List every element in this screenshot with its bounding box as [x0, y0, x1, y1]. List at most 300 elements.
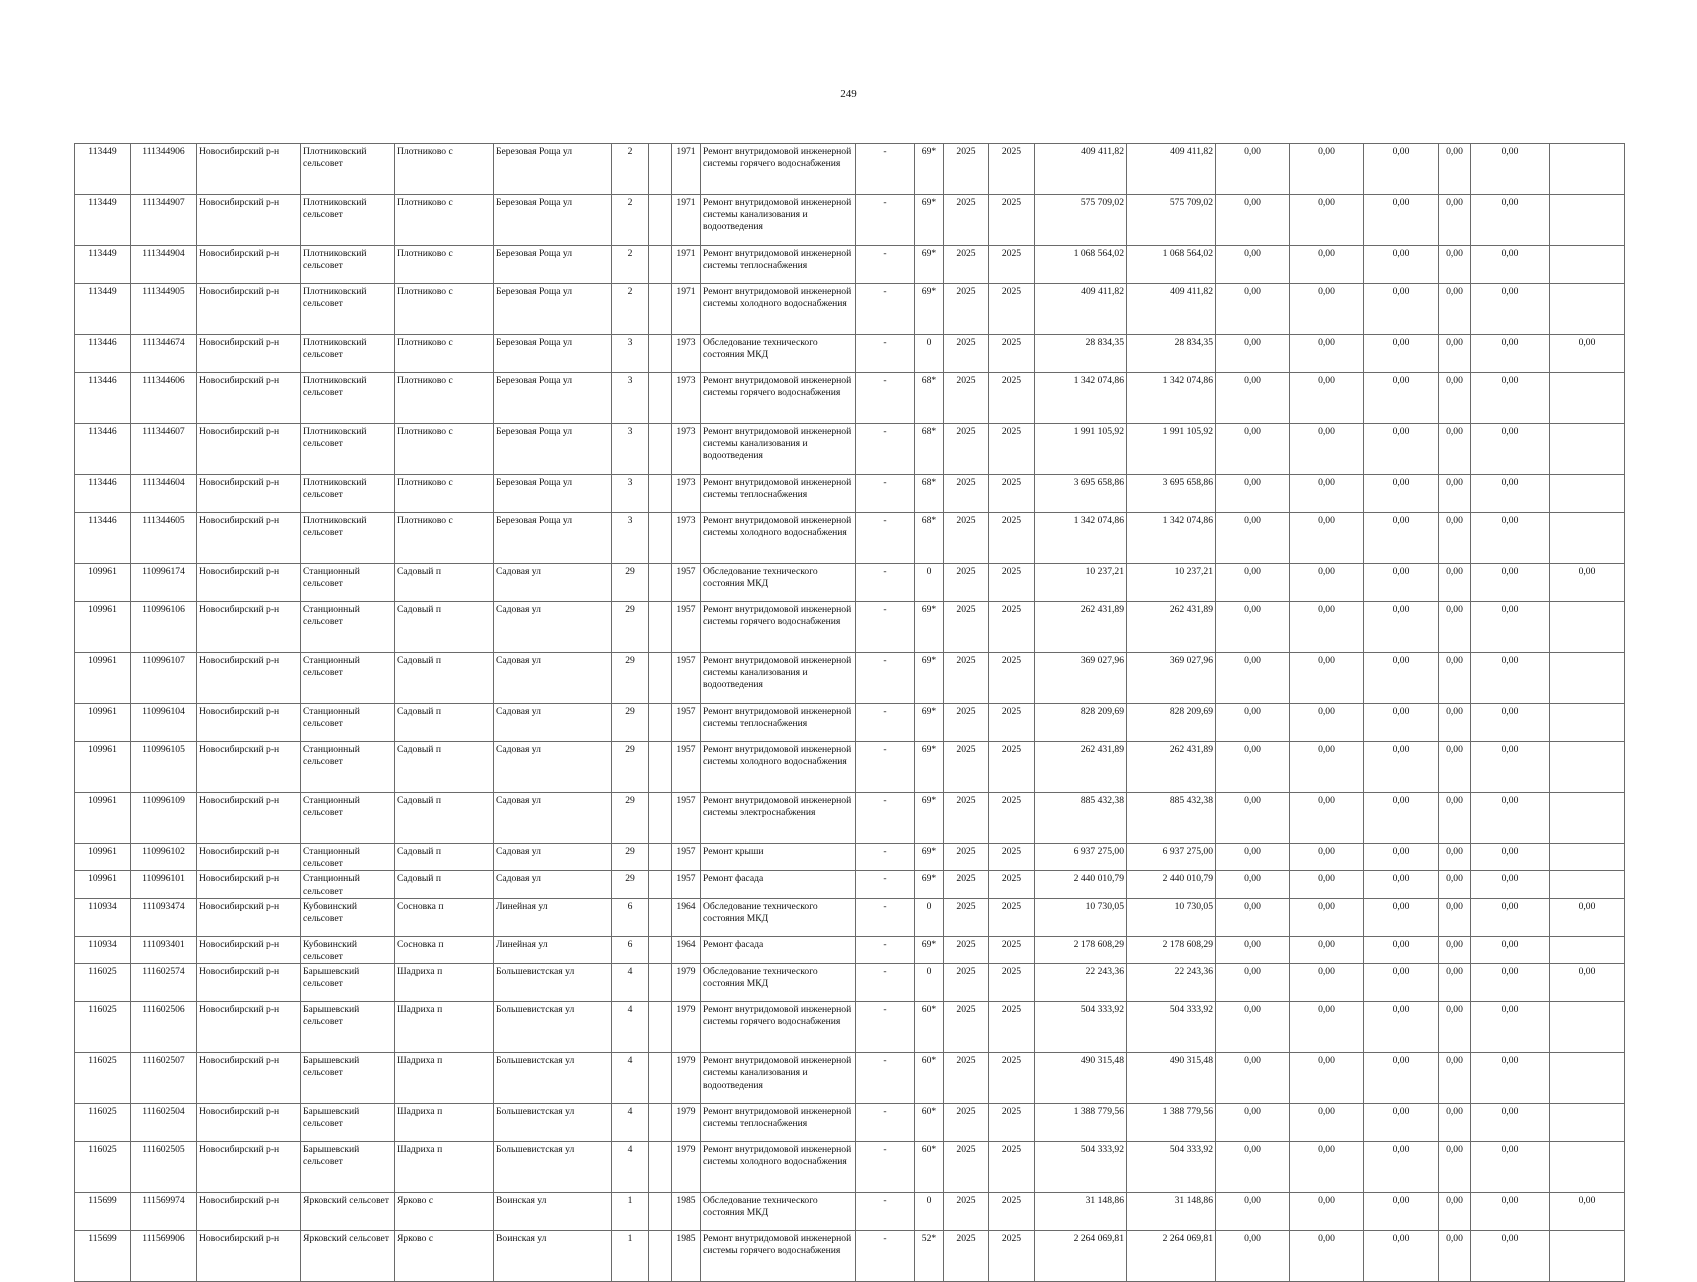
amount-cell: 0,00 — [1290, 144, 1364, 195]
work-type-cell: Ремонт внутридомовой инженерной системы холодного водоснабжения — [701, 1142, 856, 1193]
total-cost-cell: 6 937 275,00 — [1035, 844, 1127, 871]
amount-cell: 0,00 — [1364, 284, 1439, 335]
total-cost-cell: 504 333,92 — [1035, 1142, 1127, 1193]
amount-cell: 0,00 — [1439, 1053, 1471, 1104]
house-code-cell: 109961 — [75, 742, 131, 793]
fund-cost-cell: 369 027,96 — [1127, 653, 1216, 704]
amount-cell: 0,00 — [1471, 284, 1550, 335]
year-to-cell: 2025 — [989, 1104, 1035, 1142]
amount-cell: 0,00 — [1364, 793, 1439, 844]
year-from-cell: 2025 — [944, 475, 989, 513]
year-built-cell: 1973 — [672, 424, 701, 475]
year-built-cell: 1964 — [672, 898, 701, 936]
amount-cell: 0,00 — [1471, 373, 1550, 424]
house-code-cell: 113446 — [75, 373, 131, 424]
wear-percent-cell: 52* — [915, 1231, 944, 1282]
capital-repair-table — [74, 143, 1625, 1282]
dash-cell: - — [856, 373, 915, 424]
amount-cell: 0,00 — [1364, 513, 1439, 564]
survey-amount-cell — [1550, 1231, 1625, 1282]
year-to-cell: 2025 — [989, 424, 1035, 475]
settlement-council-cell: Ярковский сельсовет — [301, 1231, 395, 1282]
work-code-cell: 111344905 — [131, 284, 197, 335]
amount-cell: 0,00 — [1439, 284, 1471, 335]
work-type-cell: Ремонт внутридомовой инженерной системы горячего водоснабжения — [701, 1002, 856, 1053]
house-number-cell: 3 — [612, 373, 649, 424]
year-to-cell: 2025 — [989, 936, 1035, 963]
fund-cost-cell: 1 991 105,92 — [1127, 424, 1216, 475]
survey-amount-cell — [1550, 602, 1625, 653]
table-row — [75, 335, 1625, 373]
amount-cell: 0,00 — [1290, 1002, 1364, 1053]
amount-cell: 0,00 — [1439, 513, 1471, 564]
house-code-cell: 116025 — [75, 1053, 131, 1104]
year-built-cell: 1973 — [672, 373, 701, 424]
wear-percent-cell: 69* — [915, 602, 944, 653]
year-built-cell: 1979 — [672, 1142, 701, 1193]
year-to-cell: 2025 — [989, 144, 1035, 195]
amount-cell: 0,00 — [1364, 424, 1439, 475]
locality-cell: Шадриха п — [395, 964, 494, 1002]
amount-cell: 0,00 — [1439, 1002, 1471, 1053]
amount-cell: 0,00 — [1439, 1193, 1471, 1231]
work-code-cell: 111344906 — [131, 144, 197, 195]
table-row — [75, 704, 1625, 742]
total-cost-cell: 262 431,89 — [1035, 602, 1127, 653]
fund-cost-cell: 10 237,21 — [1127, 564, 1216, 602]
district-cell: Новосибирский р-н — [197, 424, 301, 475]
locality-cell: Плотниково с — [395, 335, 494, 373]
amount-cell: 0,00 — [1364, 602, 1439, 653]
locality-cell: Плотниково с — [395, 475, 494, 513]
locality-cell: Шадриха п — [395, 1053, 494, 1104]
year-from-cell: 2025 — [944, 1104, 989, 1142]
house-number-cell: 29 — [612, 844, 649, 871]
amount-cell: 0,00 — [1364, 1193, 1439, 1231]
work-code-cell: 110996109 — [131, 793, 197, 844]
street-cell: Садовая ул — [494, 793, 612, 844]
house-code-cell: 113446 — [75, 335, 131, 373]
total-cost-cell: 504 333,92 — [1035, 1002, 1127, 1053]
wear-percent-cell: 60* — [915, 1002, 944, 1053]
amount-cell: 0,00 — [1364, 898, 1439, 936]
amount-cell: 0,00 — [1290, 936, 1364, 963]
wear-percent-cell: 69* — [915, 284, 944, 335]
street-cell: Березовая Роща ул — [494, 335, 612, 373]
house-code-cell: 113446 — [75, 424, 131, 475]
amount-cell: 0,00 — [1364, 475, 1439, 513]
settlement-council-cell: Станционный сельсовет — [301, 844, 395, 871]
table-row — [75, 513, 1625, 564]
fund-cost-cell: 262 431,89 — [1127, 602, 1216, 653]
building-cell — [649, 898, 672, 936]
wear-percent-cell: 0 — [915, 1193, 944, 1231]
amount-cell: 0,00 — [1471, 195, 1550, 246]
year-from-cell: 2025 — [944, 1142, 989, 1193]
street-cell: Линейная ул — [494, 898, 612, 936]
amount-cell: 0,00 — [1364, 844, 1439, 871]
year-built-cell: 1973 — [672, 513, 701, 564]
amount-cell: 0,00 — [1439, 195, 1471, 246]
total-cost-cell: 31 148,86 — [1035, 1193, 1127, 1231]
amount-cell: 0,00 — [1364, 1231, 1439, 1282]
year-built-cell: 1985 — [672, 1231, 701, 1282]
table-row — [75, 898, 1625, 936]
street-cell: Березовая Роща ул — [494, 475, 612, 513]
survey-amount-cell — [1550, 1142, 1625, 1193]
total-cost-cell: 2 178 608,29 — [1035, 936, 1127, 963]
work-type-cell: Ремонт внутридомовой инженерной системы холодного водоснабжения — [701, 742, 856, 793]
amount-cell: 0,00 — [1471, 964, 1550, 1002]
district-cell: Новосибирский р-н — [197, 144, 301, 195]
building-cell — [649, 742, 672, 793]
settlement-council-cell: Барышевский сельсовет — [301, 1104, 395, 1142]
year-from-cell: 2025 — [944, 964, 989, 1002]
work-code-cell: 111344604 — [131, 475, 197, 513]
work-code-cell: 111344907 — [131, 195, 197, 246]
amount-cell: 0,00 — [1439, 871, 1471, 898]
street-cell: Большевистская ул — [494, 1104, 612, 1142]
street-cell: Садовая ул — [494, 871, 612, 898]
total-cost-cell: 1 342 074,86 — [1035, 513, 1127, 564]
amount-cell: 0,00 — [1290, 871, 1364, 898]
table-row — [75, 475, 1625, 513]
amount-cell: 0,00 — [1364, 1104, 1439, 1142]
amount-cell: 0,00 — [1439, 964, 1471, 1002]
survey-amount-cell — [1550, 475, 1625, 513]
amount-cell: 0,00 — [1364, 1002, 1439, 1053]
year-to-cell: 2025 — [989, 513, 1035, 564]
street-cell: Садовая ул — [494, 704, 612, 742]
building-cell — [649, 936, 672, 963]
fund-cost-cell: 22 243,36 — [1127, 964, 1216, 1002]
district-cell: Новосибирский р-н — [197, 1002, 301, 1053]
dash-cell: - — [856, 898, 915, 936]
year-to-cell: 2025 — [989, 704, 1035, 742]
amount-cell: 0,00 — [1216, 964, 1290, 1002]
amount-cell: 0,00 — [1216, 1231, 1290, 1282]
total-cost-cell: 28 834,35 — [1035, 335, 1127, 373]
amount-cell: 0,00 — [1471, 1142, 1550, 1193]
work-type-cell: Обследование технического состояния МКД — [701, 898, 856, 936]
work-code-cell: 111602507 — [131, 1053, 197, 1104]
year-from-cell: 2025 — [944, 653, 989, 704]
amount-cell: 0,00 — [1471, 1231, 1550, 1282]
amount-cell: 0,00 — [1439, 844, 1471, 871]
amount-cell: 0,00 — [1364, 564, 1439, 602]
amount-cell: 0,00 — [1290, 1231, 1364, 1282]
year-from-cell: 2025 — [944, 564, 989, 602]
fund-cost-cell: 504 333,92 — [1127, 1002, 1216, 1053]
table-row — [75, 1002, 1625, 1053]
year-to-cell: 2025 — [989, 335, 1035, 373]
locality-cell: Плотниково с — [395, 144, 494, 195]
year-to-cell: 2025 — [989, 1002, 1035, 1053]
amount-cell: 0,00 — [1216, 1193, 1290, 1231]
fund-cost-cell: 504 333,92 — [1127, 1142, 1216, 1193]
house-code-cell: 113446 — [75, 513, 131, 564]
work-type-cell: Ремонт внутридомовой инженерной системы горячего водоснабжения — [701, 373, 856, 424]
year-built-cell: 1957 — [672, 742, 701, 793]
district-cell: Новосибирский р-н — [197, 793, 301, 844]
dash-cell: - — [856, 564, 915, 602]
total-cost-cell: 1 342 074,86 — [1035, 373, 1127, 424]
dash-cell: - — [856, 844, 915, 871]
amount-cell: 0,00 — [1364, 246, 1439, 284]
survey-amount-cell: 0,00 — [1550, 335, 1625, 373]
year-to-cell: 2025 — [989, 564, 1035, 602]
amount-cell: 0,00 — [1216, 195, 1290, 246]
district-cell: Новосибирский р-н — [197, 704, 301, 742]
amount-cell: 0,00 — [1216, 793, 1290, 844]
building-cell — [649, 704, 672, 742]
house-code-cell: 113449 — [75, 246, 131, 284]
building-cell — [649, 602, 672, 653]
amount-cell: 0,00 — [1290, 373, 1364, 424]
wear-percent-cell: 68* — [915, 424, 944, 475]
fund-cost-cell: 1 388 779,56 — [1127, 1104, 1216, 1142]
table-row — [75, 653, 1625, 704]
amount-cell: 0,00 — [1216, 602, 1290, 653]
year-built-cell: 1985 — [672, 1193, 701, 1231]
district-cell: Новосибирский р-н — [197, 195, 301, 246]
wear-percent-cell: 69* — [915, 653, 944, 704]
amount-cell: 0,00 — [1439, 602, 1471, 653]
amount-cell: 0,00 — [1471, 1002, 1550, 1053]
district-cell: Новосибирский р-н — [197, 284, 301, 335]
year-from-cell: 2025 — [944, 1193, 989, 1231]
amount-cell: 0,00 — [1471, 704, 1550, 742]
survey-amount-cell — [1550, 844, 1625, 871]
building-cell — [649, 475, 672, 513]
amount-cell: 0,00 — [1290, 564, 1364, 602]
amount-cell: 0,00 — [1471, 742, 1550, 793]
wear-percent-cell: 69* — [915, 246, 944, 284]
amount-cell: 0,00 — [1471, 898, 1550, 936]
amount-cell: 0,00 — [1290, 704, 1364, 742]
street-cell: Березовая Роща ул — [494, 195, 612, 246]
table-row — [75, 564, 1625, 602]
settlement-council-cell: Станционный сельсовет — [301, 871, 395, 898]
year-built-cell: 1957 — [672, 844, 701, 871]
amount-cell: 0,00 — [1216, 871, 1290, 898]
page-number: 249 — [840, 88, 857, 100]
amount-cell: 0,00 — [1439, 793, 1471, 844]
settlement-council-cell: Кубовинский сельсовет — [301, 936, 395, 963]
table-row — [75, 246, 1625, 284]
year-to-cell: 2025 — [989, 1053, 1035, 1104]
house-code-cell: 110934 — [75, 936, 131, 963]
amount-cell: 0,00 — [1364, 964, 1439, 1002]
house-code-cell: 109961 — [75, 704, 131, 742]
settlement-council-cell: Плотниковский сельсовет — [301, 475, 395, 513]
amount-cell: 0,00 — [1471, 246, 1550, 284]
amount-cell: 0,00 — [1216, 1104, 1290, 1142]
amount-cell: 0,00 — [1471, 564, 1550, 602]
amount-cell: 0,00 — [1439, 704, 1471, 742]
amount-cell: 0,00 — [1216, 513, 1290, 564]
house-code-cell: 116025 — [75, 1104, 131, 1142]
fund-cost-cell: 3 695 658,86 — [1127, 475, 1216, 513]
wear-percent-cell: 60* — [915, 1104, 944, 1142]
survey-amount-cell — [1550, 936, 1625, 963]
district-cell: Новосибирский р-н — [197, 653, 301, 704]
street-cell: Садовая ул — [494, 653, 612, 704]
fund-cost-cell: 31 148,86 — [1127, 1193, 1216, 1231]
house-number-cell: 4 — [612, 1053, 649, 1104]
total-cost-cell: 490 315,48 — [1035, 1053, 1127, 1104]
fund-cost-cell: 575 709,02 — [1127, 195, 1216, 246]
total-cost-cell: 885 432,38 — [1035, 793, 1127, 844]
settlement-council-cell: Станционный сельсовет — [301, 742, 395, 793]
locality-cell: Шадриха п — [395, 1142, 494, 1193]
year-from-cell: 2025 — [944, 335, 989, 373]
work-type-cell: Обследование технического состояния МКД — [701, 564, 856, 602]
work-type-cell: Ремонт внутридомовой инженерной системы горячего водоснабжения — [701, 144, 856, 195]
year-from-cell: 2025 — [944, 195, 989, 246]
settlement-council-cell: Станционный сельсовет — [301, 653, 395, 704]
amount-cell: 0,00 — [1290, 1053, 1364, 1104]
street-cell: Большевистская ул — [494, 1142, 612, 1193]
wear-percent-cell: 68* — [915, 475, 944, 513]
building-cell — [649, 844, 672, 871]
house-number-cell: 29 — [612, 653, 649, 704]
year-from-cell: 2025 — [944, 1231, 989, 1282]
settlement-council-cell: Барышевский сельсовет — [301, 1142, 395, 1193]
street-cell: Большевистская ул — [494, 964, 612, 1002]
district-cell: Новосибирский р-н — [197, 936, 301, 963]
building-cell — [649, 195, 672, 246]
dash-cell: - — [856, 1193, 915, 1231]
dash-cell: - — [856, 246, 915, 284]
amount-cell: 0,00 — [1290, 284, 1364, 335]
wear-percent-cell: 69* — [915, 704, 944, 742]
amount-cell: 0,00 — [1216, 335, 1290, 373]
work-type-cell: Обследование технического состояния МКД — [701, 335, 856, 373]
amount-cell: 0,00 — [1471, 144, 1550, 195]
amount-cell: 0,00 — [1216, 564, 1290, 602]
total-cost-cell: 369 027,96 — [1035, 653, 1127, 704]
house-number-cell: 6 — [612, 898, 649, 936]
work-code-cell: 111093401 — [131, 936, 197, 963]
work-code-cell: 111344904 — [131, 246, 197, 284]
street-cell: Воинская ул — [494, 1193, 612, 1231]
house-number-cell: 2 — [612, 284, 649, 335]
work-code-cell: 111344674 — [131, 335, 197, 373]
building-cell — [649, 1002, 672, 1053]
house-code-cell: 116025 — [75, 964, 131, 1002]
table-row — [75, 964, 1625, 1002]
amount-cell: 0,00 — [1471, 1193, 1550, 1231]
settlement-council-cell: Плотниковский сельсовет — [301, 373, 395, 424]
house-code-cell: 113449 — [75, 144, 131, 195]
house-code-cell: 109961 — [75, 564, 131, 602]
work-type-cell: Ремонт внутридомовой инженерной системы теплоснабжения — [701, 475, 856, 513]
house-code-cell: 110934 — [75, 898, 131, 936]
total-cost-cell: 2 264 069,81 — [1035, 1231, 1127, 1282]
street-cell: Садовая ул — [494, 742, 612, 793]
amount-cell: 0,00 — [1471, 1104, 1550, 1142]
district-cell: Новосибирский р-н — [197, 742, 301, 793]
district-cell: Новосибирский р-н — [197, 1142, 301, 1193]
year-to-cell: 2025 — [989, 246, 1035, 284]
table-row — [75, 373, 1625, 424]
amount-cell: 0,00 — [1216, 1142, 1290, 1193]
building-cell — [649, 1231, 672, 1282]
year-built-cell: 1971 — [672, 195, 701, 246]
amount-cell: 0,00 — [1471, 335, 1550, 373]
survey-amount-cell: 0,00 — [1550, 964, 1625, 1002]
wear-percent-cell: 69* — [915, 742, 944, 793]
survey-amount-cell — [1550, 513, 1625, 564]
locality-cell: Плотниково с — [395, 373, 494, 424]
year-to-cell: 2025 — [989, 871, 1035, 898]
street-cell: Березовая Роща ул — [494, 246, 612, 284]
amount-cell: 0,00 — [1471, 475, 1550, 513]
year-built-cell: 1973 — [672, 335, 701, 373]
work-code-cell: 110996107 — [131, 653, 197, 704]
amount-cell: 0,00 — [1216, 898, 1290, 936]
amount-cell: 0,00 — [1364, 373, 1439, 424]
fund-cost-cell: 885 432,38 — [1127, 793, 1216, 844]
year-to-cell: 2025 — [989, 1142, 1035, 1193]
table-row — [75, 1104, 1625, 1142]
work-type-cell: Ремонт внутридомовой инженерной системы теплоснабжения — [701, 1104, 856, 1142]
amount-cell: 0,00 — [1439, 1104, 1471, 1142]
year-from-cell: 2025 — [944, 1002, 989, 1053]
dash-cell: - — [856, 1053, 915, 1104]
house-code-cell: 115699 — [75, 1231, 131, 1282]
settlement-council-cell: Барышевский сельсовет — [301, 964, 395, 1002]
year-from-cell: 2025 — [944, 898, 989, 936]
house-number-cell: 4 — [612, 1002, 649, 1053]
wear-percent-cell: 0 — [915, 964, 944, 1002]
wear-percent-cell: 69* — [915, 144, 944, 195]
building-cell — [649, 335, 672, 373]
survey-amount-cell — [1550, 246, 1625, 284]
table-row — [75, 195, 1625, 246]
house-number-cell: 29 — [612, 793, 649, 844]
street-cell: Садовая ул — [494, 844, 612, 871]
work-code-cell: 110996105 — [131, 742, 197, 793]
work-type-cell: Ремонт внутридомовой инженерной системы теплоснабжения — [701, 246, 856, 284]
amount-cell: 0,00 — [1439, 1142, 1471, 1193]
year-from-cell: 2025 — [944, 284, 989, 335]
building-cell — [649, 964, 672, 1002]
amount-cell: 0,00 — [1216, 936, 1290, 963]
locality-cell: Сосновка п — [395, 936, 494, 963]
amount-cell: 0,00 — [1364, 1142, 1439, 1193]
amount-cell: 0,00 — [1439, 475, 1471, 513]
survey-amount-cell — [1550, 704, 1625, 742]
settlement-council-cell: Плотниковский сельсовет — [301, 424, 395, 475]
locality-cell: Ярково с — [395, 1193, 494, 1231]
survey-amount-cell — [1550, 742, 1625, 793]
work-code-cell: 110996101 — [131, 871, 197, 898]
amount-cell: 0,00 — [1439, 424, 1471, 475]
amount-cell: 0,00 — [1290, 653, 1364, 704]
amount-cell: 0,00 — [1290, 195, 1364, 246]
table-row — [75, 936, 1625, 963]
year-to-cell: 2025 — [989, 653, 1035, 704]
district-cell: Новосибирский р-н — [197, 373, 301, 424]
street-cell: Большевистская ул — [494, 1053, 612, 1104]
year-from-cell: 2025 — [944, 936, 989, 963]
house-code-cell: 109961 — [75, 602, 131, 653]
settlement-council-cell: Станционный сельсовет — [301, 793, 395, 844]
amount-cell: 0,00 — [1364, 653, 1439, 704]
amount-cell: 0,00 — [1471, 513, 1550, 564]
